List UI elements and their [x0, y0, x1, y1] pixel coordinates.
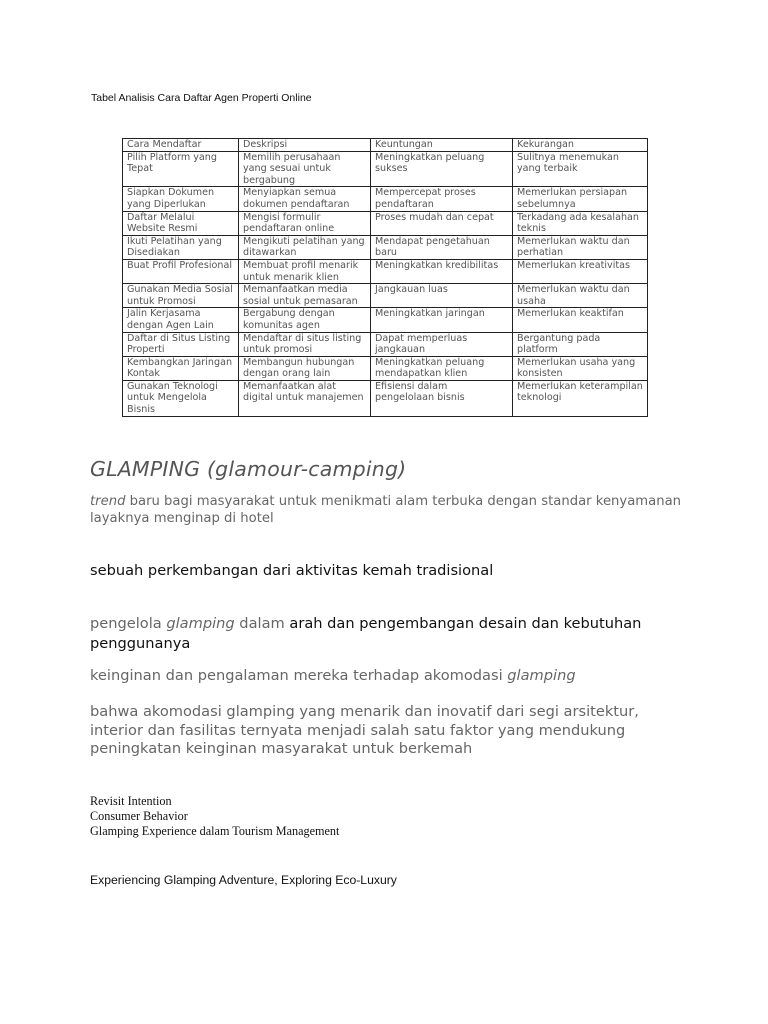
table-cell: Pilih Platform yang Tepat [123, 151, 239, 187]
table-row [123, 259, 648, 283]
table-cell: Meningkatkan peluang mendapatkan klien [371, 356, 513, 380]
table-cell: Meningkatkan peluang sukses [371, 151, 513, 187]
glamping-heading: GLAMPING (glamour-camping) [90, 457, 407, 481]
italic-term: glamping [166, 615, 235, 632]
table-cell: Jalin Kerjasama dengan Agen Lain [123, 308, 239, 332]
table-cell: Sulitnya menemukan yang terbaik [513, 151, 648, 187]
analysis-table [122, 138, 648, 417]
table-cell: Daftar Melalui Website Resmi [123, 211, 239, 235]
paragraph-keinginan [90, 666, 690, 685]
italic-term: trend [90, 494, 126, 509]
table-cell: Gunakan Media Sosial untuk Promosi [123, 284, 239, 308]
table-cell: Memilih perusahaan yang sesuai untuk bergabung [239, 151, 371, 187]
table-cell: Memerlukan waktu dan usaha [513, 284, 648, 308]
table-cell: Bergabung dengan komunitas agen [239, 308, 371, 332]
table-cell: Kembangkan Jaringan Kontak [123, 356, 239, 380]
keyword-line: Consumer Behavior [90, 809, 188, 823]
italic-term: glamping [507, 667, 576, 684]
table-cell: Memerlukan kreativitas [513, 259, 648, 283]
table-cell: Ikuti Pelatihan yang Disediakan [123, 235, 239, 259]
header-cell: Cara Mendaftar [123, 139, 239, 152]
table-cell: Siapkan Dokumen yang Diperlukan [123, 187, 239, 211]
table-cell: Mengikuti pelatihan yang ditawarkan [239, 235, 371, 259]
table-cell: Meningkatkan jaringan [371, 308, 513, 332]
table-header-row [123, 139, 648, 152]
paragraph-experiencing: Experiencing Glamping Adventure, Exploring Eco-Luxury [90, 873, 397, 887]
table-row [123, 151, 648, 187]
document-title: Tabel Analisis Cara Daftar Agen Properti Online [91, 92, 312, 104]
paragraph-text: dalam [234, 615, 290, 632]
header-cell: Deskripsi [239, 139, 371, 152]
keyword-list [90, 794, 339, 839]
table-cell: Meningkatkan kredibilitas [371, 259, 513, 283]
table-cell: Memanfaatkan media sosial untuk pemasaran [239, 284, 371, 308]
table-cell: Mendapat pengetahuan baru [371, 235, 513, 259]
table-row [123, 380, 648, 416]
table-cell: Mendaftar di situs listing untuk promosi [239, 332, 371, 356]
table-cell: Membangun hubungan dengan orang lain [239, 356, 371, 380]
table-cell: Memerlukan persiapan sebelumnya [513, 187, 648, 211]
table-cell: Memerlukan keterampilan teknologi [513, 380, 648, 416]
table-cell: Memanfaatkan alat digital untuk manajemen [239, 380, 371, 416]
table-row [123, 332, 648, 356]
paragraph-text: baru bagi masyarakat untuk menikmati alam terbuka dengan standar kenyamanan layaknya menginap di hotel [90, 494, 682, 526]
paragraph-text: pengelola [90, 615, 167, 632]
header-cell: Keuntungan [371, 139, 513, 152]
keyword-line: Revisit Intention [90, 794, 172, 808]
table-cell: Mempercepat proses pendaftaran [371, 187, 513, 211]
paragraph-text: keinginan dan pengalaman mereka terhadap akomodasi [90, 667, 508, 684]
table-cell: Membuat profil menarik untuk menarik klien [239, 259, 371, 283]
table-cell: Memerlukan waktu dan perhatian [513, 235, 648, 259]
table-row [123, 308, 648, 332]
table-cell: Bergantung pada platform [513, 332, 648, 356]
paragraph-text-dark: arah dan pengembangan desain dan kebutuhan penggunanya [90, 615, 642, 652]
table-row [123, 235, 648, 259]
table-cell: Dapat memperluas jangkauan [371, 332, 513, 356]
table-row [123, 187, 648, 211]
table-cell: Mengisi formulir pendaftaran online [239, 211, 371, 235]
table-cell: Terkadang ada kesalahan teknis [513, 211, 648, 235]
table-body [123, 151, 648, 416]
table-cell: Gunakan Teknologi untuk Mengelola Bisnis [123, 380, 239, 416]
paragraph-sebuah: sebuah perkembangan dari aktivitas kemah tradisional [90, 562, 494, 579]
table-cell: Jangkauan luas [371, 284, 513, 308]
table-cell: Efisiensi dalam pengelolaan bisnis [371, 380, 513, 416]
table-cell: Daftar di Situs Listing Properti [123, 332, 239, 356]
table-row [123, 211, 648, 235]
keyword-line: Glamping Experience dalam Tourism Management [90, 824, 340, 838]
table-row [123, 356, 648, 380]
table-cell: Memerlukan keaktifan [513, 308, 648, 332]
paragraph-bahwa: bahwa akomodasi glamping yang menarik dan inovatif dari segi arsitektur, interior dan fasilitas ternyata menjadi salah satu faktor yang mendukung peningkatan keinginan masyarakat untuk berkemah [90, 703, 639, 757]
table-cell: Buat Profil Profesional [123, 259, 239, 283]
paragraph-trend [90, 493, 690, 527]
paragraph-pengelola [90, 614, 680, 653]
table-cell: Memerlukan usaha yang konsisten [513, 356, 648, 380]
table-row [123, 284, 648, 308]
table-cell: Proses mudah dan cepat [371, 211, 513, 235]
header-cell: Kekurangan [513, 139, 648, 152]
table-cell: Menyiapkan semua dokumen pendaftaran [239, 187, 371, 211]
